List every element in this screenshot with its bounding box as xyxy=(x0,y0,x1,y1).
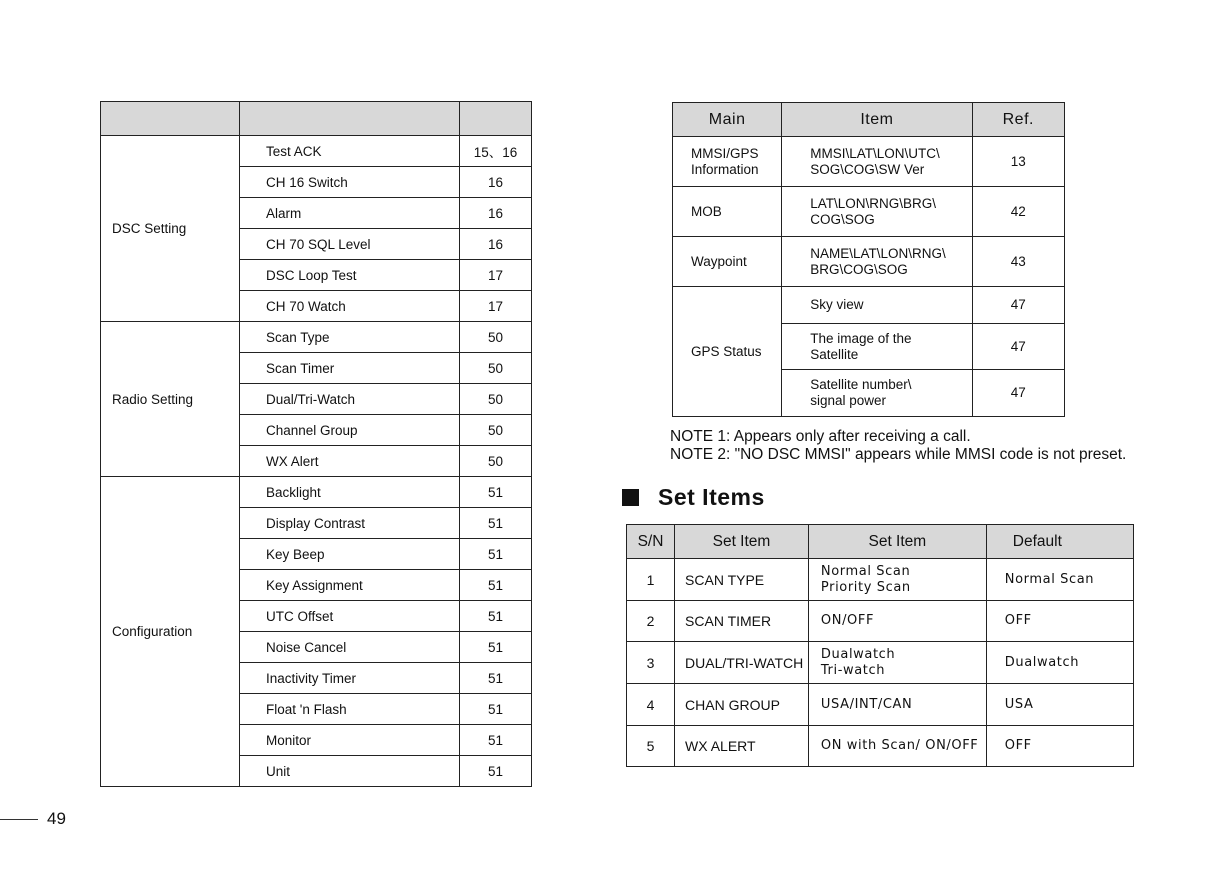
page-number-rule xyxy=(0,819,38,820)
menu-item-label: Inactivity Timer xyxy=(240,663,460,694)
menu-item-label: Display Contrast xyxy=(240,508,460,539)
menu-item-label: CH 70 Watch xyxy=(240,291,460,322)
menu-item-label: CH 16 Switch xyxy=(240,167,460,198)
menu-item-label: Noise Cancel xyxy=(240,632,460,663)
table-row xyxy=(627,684,1134,726)
page-ref: 16 xyxy=(460,229,532,260)
menu-item-label: Backlight xyxy=(240,477,460,508)
table-row xyxy=(627,726,1134,767)
main-label: MMSI/GPS Information xyxy=(673,137,782,187)
note-2: NOTE 2: "NO DSC MMSI" appears while MMSI code is not preset. xyxy=(670,446,1127,463)
header-main: Main xyxy=(673,103,782,137)
page-ref: 51 xyxy=(460,601,532,632)
menu-item-label: DSC Loop Test xyxy=(240,260,460,291)
default-value: USA xyxy=(986,684,1133,726)
item-label: Sky view xyxy=(782,287,972,324)
page-ref: 51 xyxy=(460,663,532,694)
table-row xyxy=(627,642,1134,684)
menu-item-label: Unit xyxy=(240,756,460,787)
header-sn: S/N xyxy=(627,525,675,559)
table-row xyxy=(101,322,532,353)
table-row xyxy=(627,601,1134,642)
table-row xyxy=(101,136,532,167)
gps-info-body xyxy=(673,137,1065,417)
serial-number: 5 xyxy=(627,726,675,767)
header-set-value: Set Item xyxy=(808,525,986,559)
table-row xyxy=(673,187,1065,237)
set-item-name: DUAL/TRI-WATCH xyxy=(675,642,809,684)
page-number: 49 xyxy=(47,809,66,828)
set-items-table xyxy=(626,524,1134,767)
menu-item-label: Scan Timer xyxy=(240,353,460,384)
page-ref: 47 xyxy=(972,324,1064,370)
page-ref: 50 xyxy=(460,353,532,384)
item-label: The image of the Satellite xyxy=(782,324,972,370)
page-ref: 47 xyxy=(972,287,1064,324)
item-label: LAT\LON\RNG\BRG\ COG\SOG xyxy=(782,187,972,237)
menu-item-label: Test ACK xyxy=(240,136,460,167)
section-title xyxy=(622,484,765,511)
menu-item-label: UTC Offset xyxy=(240,601,460,632)
page-ref: 42 xyxy=(972,187,1064,237)
header-ref xyxy=(460,102,532,136)
header-item: Item xyxy=(782,103,972,137)
page-ref: 50 xyxy=(460,384,532,415)
group-label: Radio Setting xyxy=(101,322,240,477)
set-items-body xyxy=(627,559,1134,767)
item-label: Satellite number\ signal power xyxy=(782,370,972,417)
page-ref: 50 xyxy=(460,415,532,446)
page-ref: 51 xyxy=(460,725,532,756)
menu-item-label: Dual/Tri-Watch xyxy=(240,384,460,415)
menu-item-label: WX Alert xyxy=(240,446,460,477)
page-ref: 51 xyxy=(460,477,532,508)
serial-number: 3 xyxy=(627,642,675,684)
table-row xyxy=(101,477,532,508)
menu-item-label: Float 'n Flash xyxy=(240,694,460,725)
item-label: NAME\LAT\LON\RNG\ BRG\COG\SOG xyxy=(782,237,972,287)
main-label: Waypoint xyxy=(673,237,782,287)
page-ref: 51 xyxy=(460,570,532,601)
table-row xyxy=(673,287,1065,324)
page-ref: 17 xyxy=(460,260,532,291)
default-value: Normal Scan xyxy=(986,559,1133,601)
serial-number: 1 xyxy=(627,559,675,601)
serial-number: 4 xyxy=(627,684,675,726)
section-title-text: Set Items xyxy=(658,484,765,510)
page-ref: 51 xyxy=(460,508,532,539)
default-value: OFF xyxy=(986,726,1133,767)
note-1: NOTE 1: Appears only after receiving a call. xyxy=(670,428,971,445)
header-ref: Ref. xyxy=(972,103,1064,137)
square-bullet-icon xyxy=(622,489,639,506)
page-ref: 15、16 xyxy=(460,136,532,167)
page-ref: 17 xyxy=(460,291,532,322)
menu-item-label: Monitor xyxy=(240,725,460,756)
page-ref: 43 xyxy=(972,237,1064,287)
table-header-row xyxy=(673,103,1065,137)
page-ref: 51 xyxy=(460,632,532,663)
table-row xyxy=(627,559,1134,601)
group-label: DSC Setting xyxy=(101,136,240,322)
table-row xyxy=(673,237,1065,287)
group-label: Configuration xyxy=(101,477,240,787)
page-ref: 16 xyxy=(460,198,532,229)
menu-item-label: Key Assignment xyxy=(240,570,460,601)
page-ref: 13 xyxy=(972,137,1064,187)
header-default: Default xyxy=(986,525,1133,559)
menu-item-label: Alarm xyxy=(240,198,460,229)
set-item-name: CHAN GROUP xyxy=(675,684,809,726)
table-header-row xyxy=(101,102,532,136)
page-ref: 51 xyxy=(460,694,532,725)
main-label: MOB xyxy=(673,187,782,237)
default-value: OFF xyxy=(986,601,1133,642)
menu-reference-table xyxy=(100,101,532,787)
page-ref: 51 xyxy=(460,539,532,570)
header-set-item: Set Item xyxy=(675,525,809,559)
set-item-values: ON with Scan/ ON/OFF xyxy=(808,726,986,767)
page-ref: 50 xyxy=(460,446,532,477)
menu-item-label: CH 70 SQL Level xyxy=(240,229,460,260)
table-header-row xyxy=(627,525,1134,559)
page-ref: 47 xyxy=(972,370,1064,417)
menu-item-label: Channel Group xyxy=(240,415,460,446)
menu-reference-body xyxy=(101,136,532,787)
table-row xyxy=(673,137,1065,187)
header-item xyxy=(240,102,460,136)
set-item-values: ON/OFF xyxy=(808,601,986,642)
serial-number: 2 xyxy=(627,601,675,642)
set-item-name: SCAN TIMER xyxy=(675,601,809,642)
set-item-values: Normal Scan Priority Scan xyxy=(808,559,986,601)
menu-item-label: Key Beep xyxy=(240,539,460,570)
notes xyxy=(670,428,1126,464)
set-item-name: SCAN TYPE xyxy=(675,559,809,601)
item-label: MMSI\LAT\LON\UTC\ SOG\COG\SW Ver xyxy=(782,137,972,187)
page-ref: 51 xyxy=(460,756,532,787)
page-ref: 50 xyxy=(460,322,532,353)
main-label: GPS Status xyxy=(673,287,782,417)
default-value: Dualwatch xyxy=(986,642,1133,684)
page-ref: 16 xyxy=(460,167,532,198)
header-main xyxy=(101,102,240,136)
set-item-name: WX ALERT xyxy=(675,726,809,767)
set-item-values: USA/INT/CAN xyxy=(808,684,986,726)
gps-info-table xyxy=(672,102,1065,417)
menu-item-label: Scan Type xyxy=(240,322,460,353)
set-item-values: Dualwatch Tri-watch xyxy=(808,642,986,684)
